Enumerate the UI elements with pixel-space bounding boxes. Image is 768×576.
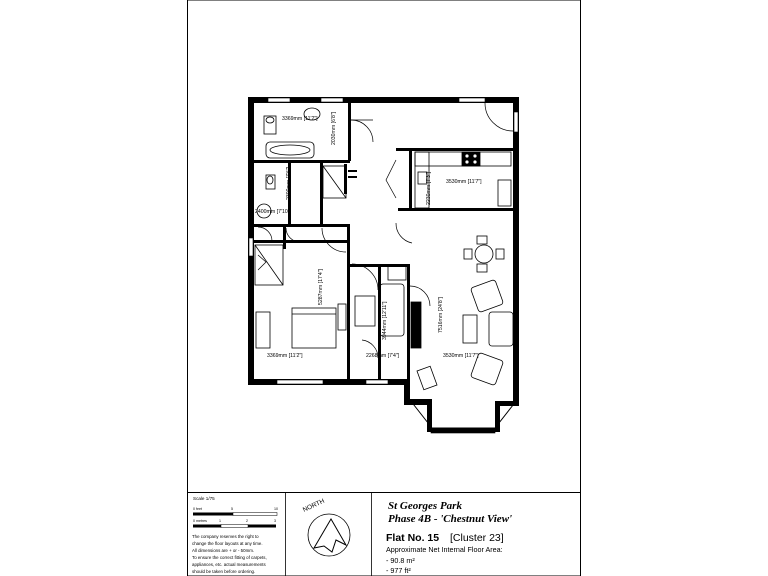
north-label: NORTH [301,497,326,514]
sheet-border [188,0,581,576]
metre-tick-3: 3 [274,519,276,523]
feet-tick-5: 5 [231,507,233,511]
area-m2: - 90.8 m² [386,556,415,565]
flat-number: Flat No. 15 [386,532,440,544]
dim-bed1-depth: 5287mm [17'4"] [318,269,324,305]
disclaimer-line: should be taken before ordering. [192,569,256,574]
dim-bed2-width: 2268mm [7'4"] [366,353,400,359]
cluster-number: [Cluster 23] [450,532,504,544]
dim-kitchen-depth: 2230mm [7'3"] [426,171,432,205]
dim-bath-width: 3369mm [11'2"] [282,116,318,122]
area-label: Approximate Net Internal Floor Area: [386,545,503,554]
development-name: St Georges Park [388,500,462,512]
dim-ensuite-width: 2400mm [7'10"] [255,209,291,215]
area-ft2: - 977 ft² [386,566,411,575]
metres-label: 0 metres [193,519,207,523]
disclaimer-line: To ensure the correct fitting of carpets, [192,555,267,560]
bay-wall [431,428,495,433]
disclaimer-line: All dimensions are + or - 50mm. [192,548,255,553]
dim-ensuite-depth: 2300mm [7'6"] [286,166,292,200]
dim-bed1-width: 3369mm [11'2"] [267,353,303,359]
dim-bath-depth: 2030mm [6'8"] [331,111,337,145]
dim-living-depth: 7516mm [24'8"] [438,297,444,333]
disclaimer-line: The company reserves the right to [192,534,259,539]
phase-name: Phase 4B - 'Chestnut View' [388,513,513,525]
feet-label: 0 feet [193,507,202,511]
dim-kitchen-width: 3530mm [11'7"] [446,179,482,185]
feet-tick-10: 10 [274,507,278,511]
disclaimer-line: appliances, etc. actual measurements [192,562,266,567]
metre-tick-2: 2 [246,519,248,523]
disclaimer-line: change the floor layouts at any time. [192,541,263,546]
dim-living-width: 3530mm [11'7"] [443,353,479,359]
scale-label: Scale 1/75 [193,496,215,501]
metre-tick-1: 1 [219,519,221,523]
dim-bed2-depth: 3944mm [12'11"] [382,301,388,340]
